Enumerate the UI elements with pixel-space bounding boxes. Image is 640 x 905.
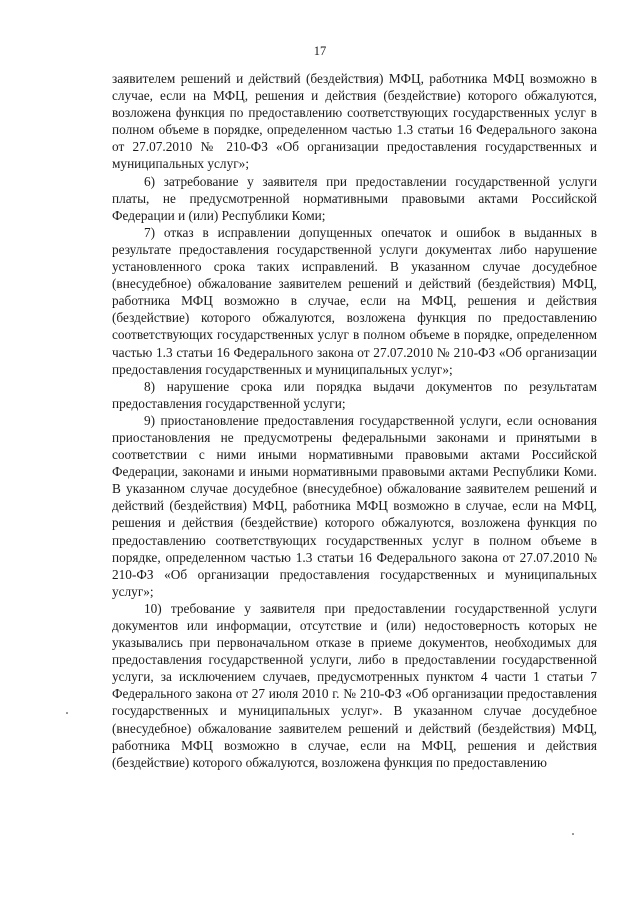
paragraph-item-8: 8) нарушение срока или порядка выдачи документов по результатам предоставления государственной услуги;: [112, 378, 597, 411]
paragraph-item-9: 9) приостановление предоставления государственной услуги, если основания приостановления не предусмотрены федеральными законами и принятыми в соответствии с ними иными нормативными правовыми актами Российской Федерации, законами и иными нормативными правовыми актами Республики Коми. В указанном случае досудебное (внесудебное) обжалование заявителем решений и действий (бездействия) МФЦ, работника МФЦ возможно в случае, если на МФЦ, решения и действия (бездействие) которого обжалуются, возложена функция по предоставлению соответствующих государственных услуг в полном объеме в порядке, определенном частью 1.3 статьи 16 Федерального закона от 27.07.2010 № 210-ФЗ «Об организации предоставления государственных и муниципальных услуг»;: [112, 412, 597, 599]
document-body: [112, 70, 597, 771]
paragraph-item-10: 10) требование у заявителя при предоставлении государственной услуги документов или информации, отсутствие и (или) недостоверность которых не указывались при первоначальном отказе в приеме документов, необходимых для предоставления государственной услуги, либо в предоставлении государственной услуги, за исключением случаев, предусмотренных пунктом 4 части 1 статьи 7 Федерального закона от 27 июля 2010 г. № 210-ФЗ «Об организации предоставления государственных и муниципальных услуг». В указанном случае досудебное (внесудебное) обжалование заявителем решений и действий (бездействия) МФЦ, работника МФЦ возможно в случае, если на МФЦ, решения и действия (бездействие) которого обжалуются, возложена функция по предоставлению: [112, 600, 597, 770]
paragraph-continuation: заявителем решений и действий (бездействия) МФЦ, работника МФЦ возможно в случае, если на МФЦ, решения и действия (бездействие) которого обжалуются, возложена функция по предоставлению соответствующих государственных услуг в полном объеме в порядке, определенном частью 1.3 статьи 16 Федерального закона от 27.07.2010 № 210-ФЗ «Об организации предоставления государственных и муниципальных услуг»;: [112, 71, 597, 172]
scan-speck: [66, 712, 68, 714]
paragraph-item-7: 7) отказ в исправлении допущенных опечаток и ошибок в выданных в результате предоставления государственной услуги документах либо нарушение установленного срока таких исправлений. В указанном случае досудебное (внесудебное) обжалование заявителем решений и действий (бездействия) МФЦ, работника МФЦ возможно в случае, если на МФЦ, решения и действия (бездействие) которого обжалуются, возложена функция по предоставлению соответствующих государственных услуг в полном объеме в порядке, определенном частью 1.3 статьи 16 Федерального закона от 27.07.2010 № 210-ФЗ «Об организации предоставления государственных и муниципальных услуг»;: [112, 224, 597, 377]
page-number: 17: [313, 44, 327, 58]
paragraph-item-6: 6) затребование у заявителя при предоставлении государственной услуги платы, не предусмотренной нормативными правовыми актами Российской Федерации и (или) Республики Коми;: [112, 173, 597, 223]
scan-speck: [572, 833, 574, 835]
